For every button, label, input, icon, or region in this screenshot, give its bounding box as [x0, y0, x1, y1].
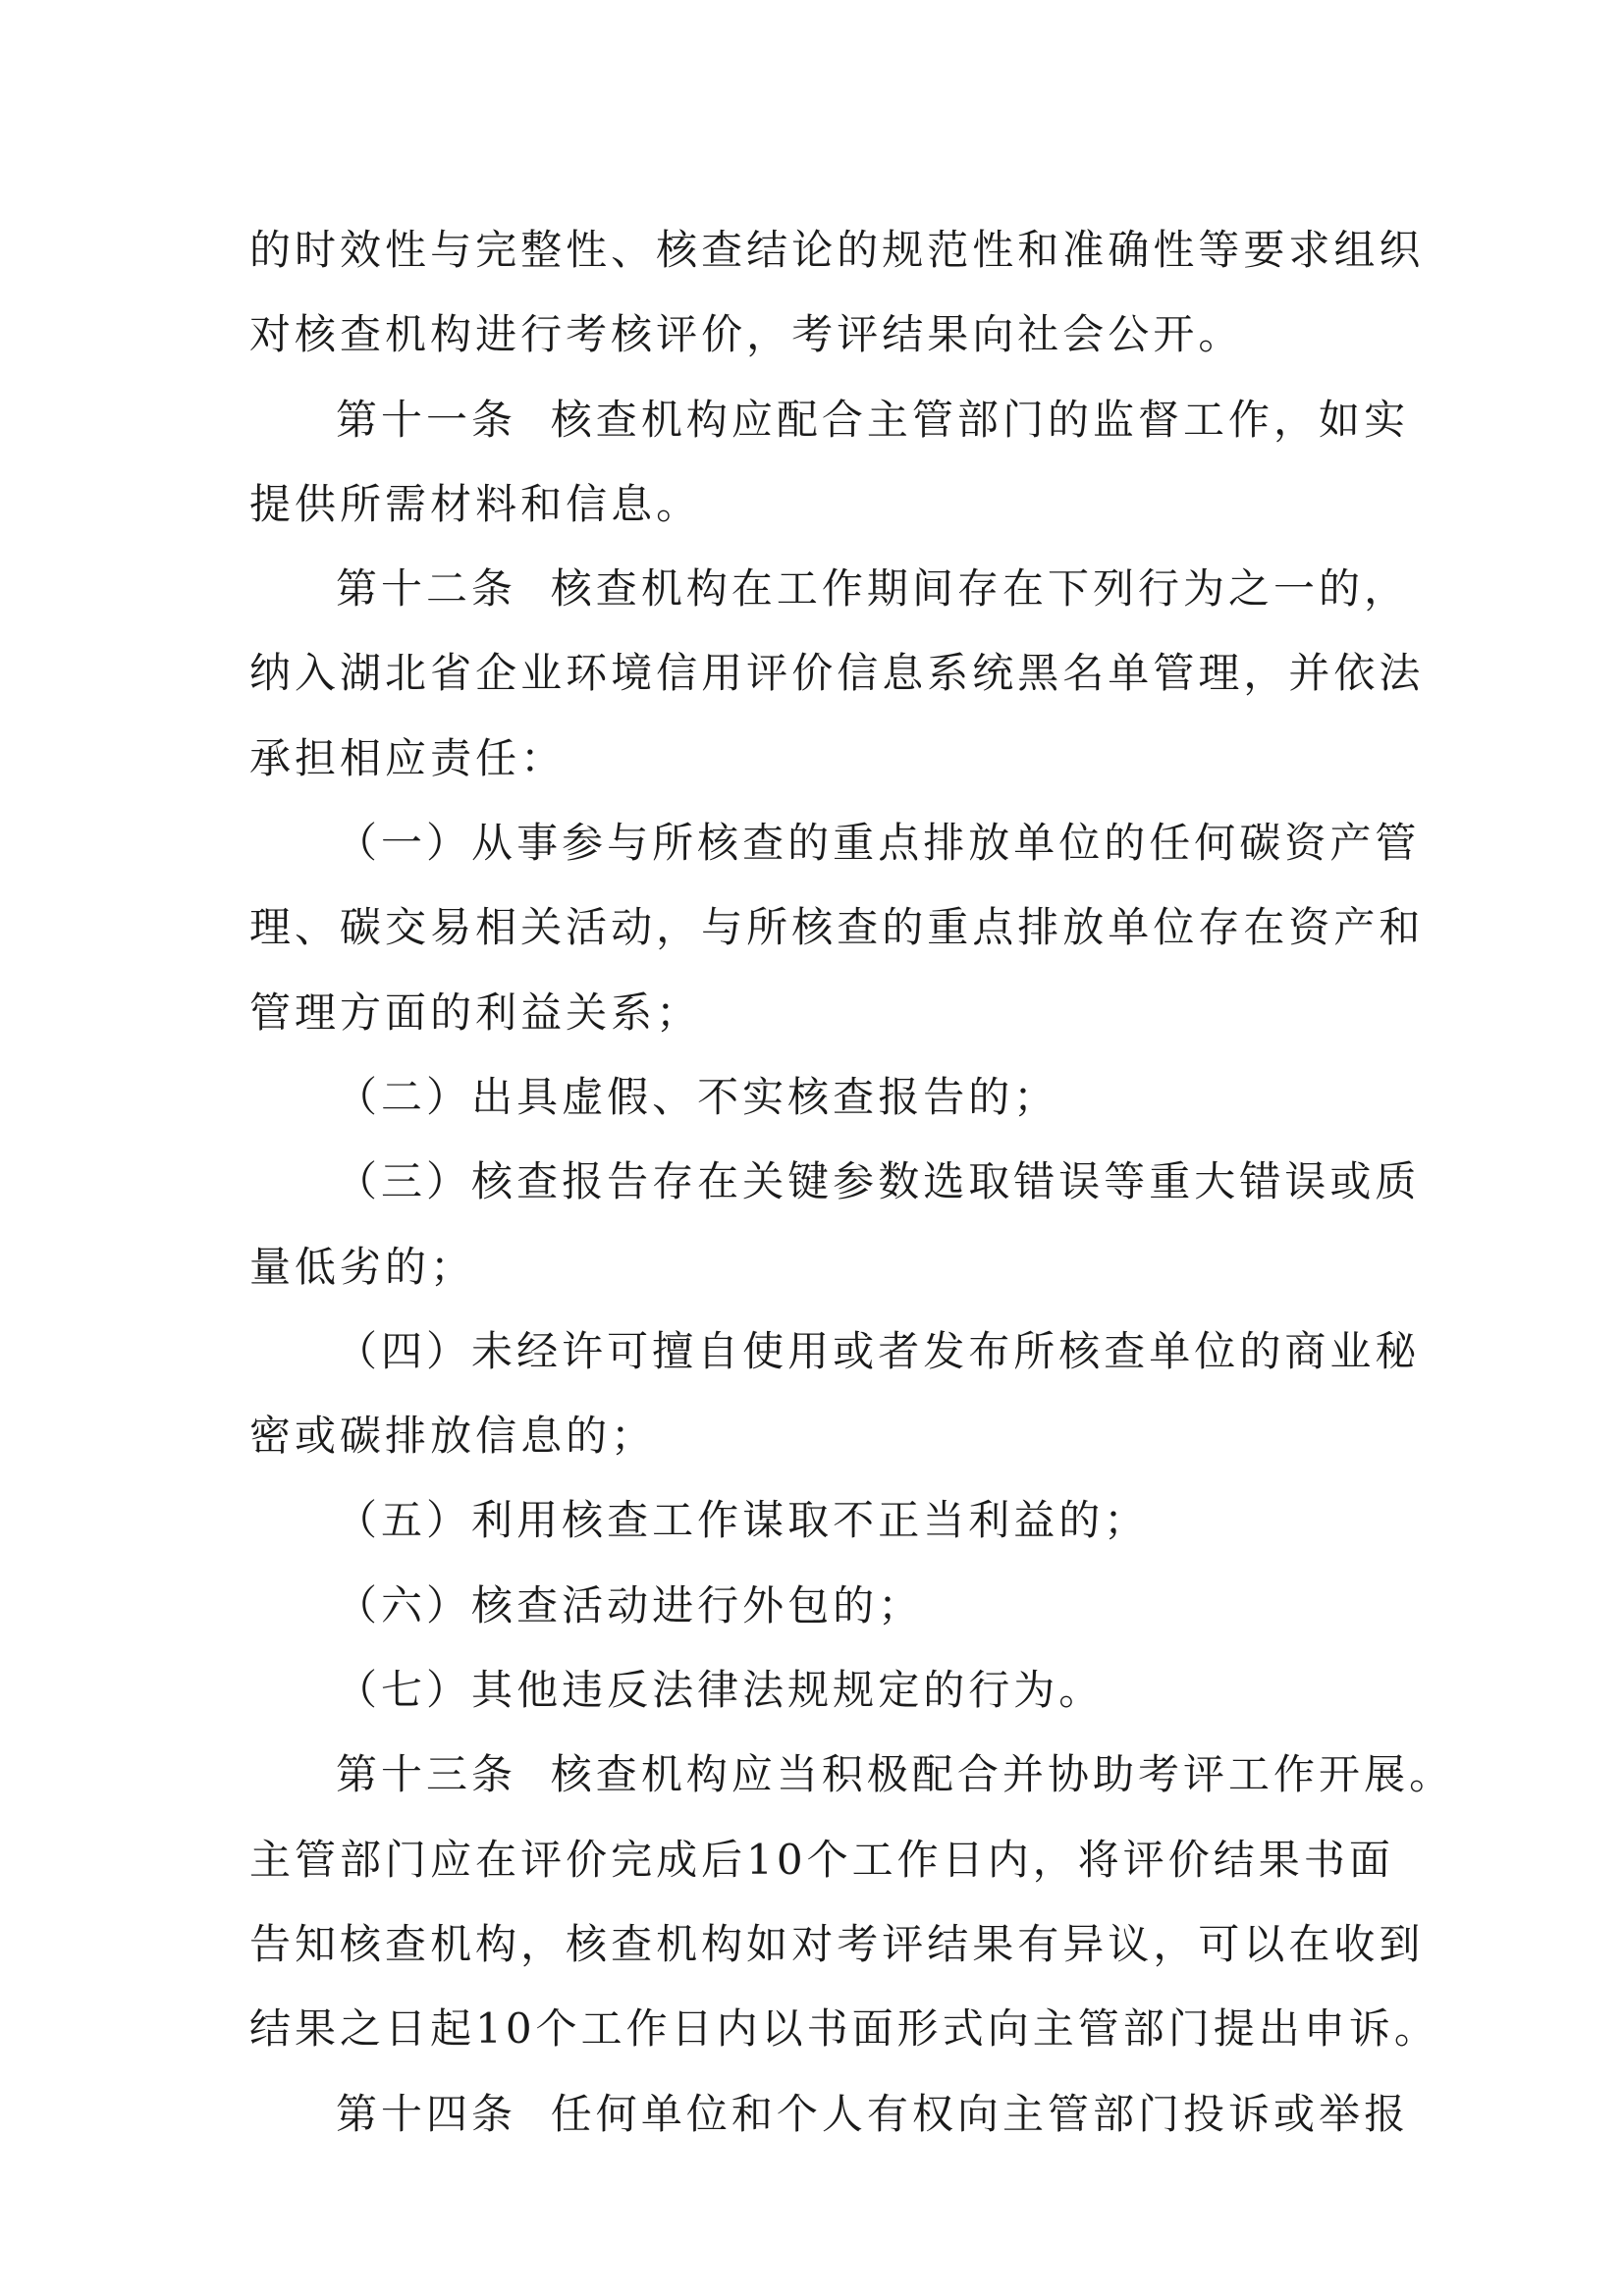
text-line: 的 时 效 性 与 完 整 性 、 核 查 结 论 的 规 范 性 和 准 确 性 等 要 求 组 织 [249, 226, 1425, 274]
article-11-line: 第 十 一 条 核 查 机 构 应 配 合 主 管 部 门 的 监 督 工 作 ， 如 实 [336, 395, 1410, 444]
list-item-3-line: （ 三 ） 核 查 报 告 存 在 关 键 参 数 选 取 错 误 等 重 大 错 误 或 质 [336, 1157, 1421, 1206]
body-text [249, 208, 1455, 2157]
text-line: 告 知 核 查 机 构 ， 核 查 机 构 如 对 考 评 结 果 有 异 议 ， 可 以 在 收 到 [249, 1919, 1425, 1968]
text-line: 承 担 相 应 责 任 ： [249, 733, 567, 782]
article-14-line: 第 十 四 条 任 何 单 位 和 个 人 有 权 向 主 管 部 门 投 诉 或 举 报 [336, 2089, 1410, 2138]
text-line: 纳 入 湖 北 省 企 业 环 境 信 用 评 价 信 息 系 统 黑 名 单 管 理 ， 并 依 法 [249, 649, 1425, 698]
list-item-2-line: （ 二 ） 出 具 虚 假 、 不 实 核 查 报 告 的 ； [336, 1072, 1059, 1121]
list-item-4-line: （ 四 ） 未 经 许 可 擅 自 使 用 或 者 发 布 所 核 查 单 位 的 商 业 秘 [336, 1326, 1421, 1375]
list-item-6-line: （ 六 ） 核 查 活 动 进 行 外 包 的 ； [336, 1580, 924, 1629]
text-line: 主 管 部 门 应 在 评 价 完 成 后 1 0 个 工 作 日 内 ， 将 评 价 结 果 书 面 [249, 1835, 1394, 1884]
text-line: 对 核 查 机 构 进 行 考 核 评 价 ， 考 评 结 果 向 社 会 公 开 。 [249, 310, 1244, 359]
text-line: 理 、 碳 交 易 相 关 活 动 ， 与 所 核 查 的 重 点 排 放 单 位 存 在 资 产 和 [249, 903, 1425, 952]
list-item-7-line: （ 七 ） 其 他 违 反 法 律 法 规 规 定 的 行 为 。 [336, 1666, 1105, 1715]
list-item-1-line: （ 一 ） 从 事 参 与 所 核 查 的 重 点 排 放 单 位 的 任 何 碳 资 产 管 [336, 819, 1421, 868]
text-line: 密 或 碳 排 放 信 息 的 ； [249, 1412, 657, 1461]
article-13-line: 第 十 三 条 核 查 机 构 应 当 积 极 配 合 并 协 助 考 评 工 作 开 展 。 [336, 1750, 1455, 1799]
article-12-line: 第 十 二 条 核 查 机 构 在 工 作 期 间 存 在 下 列 行 为 之 一 的 ， [336, 564, 1410, 614]
list-item-5-line: （ 五 ） 利 用 核 查 工 作 谋 取 不 正 当 利 益 的 ； [336, 1496, 1150, 1545]
text-line: 结 果 之 日 起 1 0 个 工 作 日 内 以 书 面 形 式 向 主 管 部 门 提 出 申 诉 。 [249, 2004, 1439, 2054]
text-line: 提 供 所 需 材 料 和 信 息 。 [249, 479, 702, 528]
text-line: 量 低 劣 的 ； [249, 1242, 476, 1291]
text-line: 管 理 方 面 的 利 益 关 系 ； [249, 988, 702, 1037]
